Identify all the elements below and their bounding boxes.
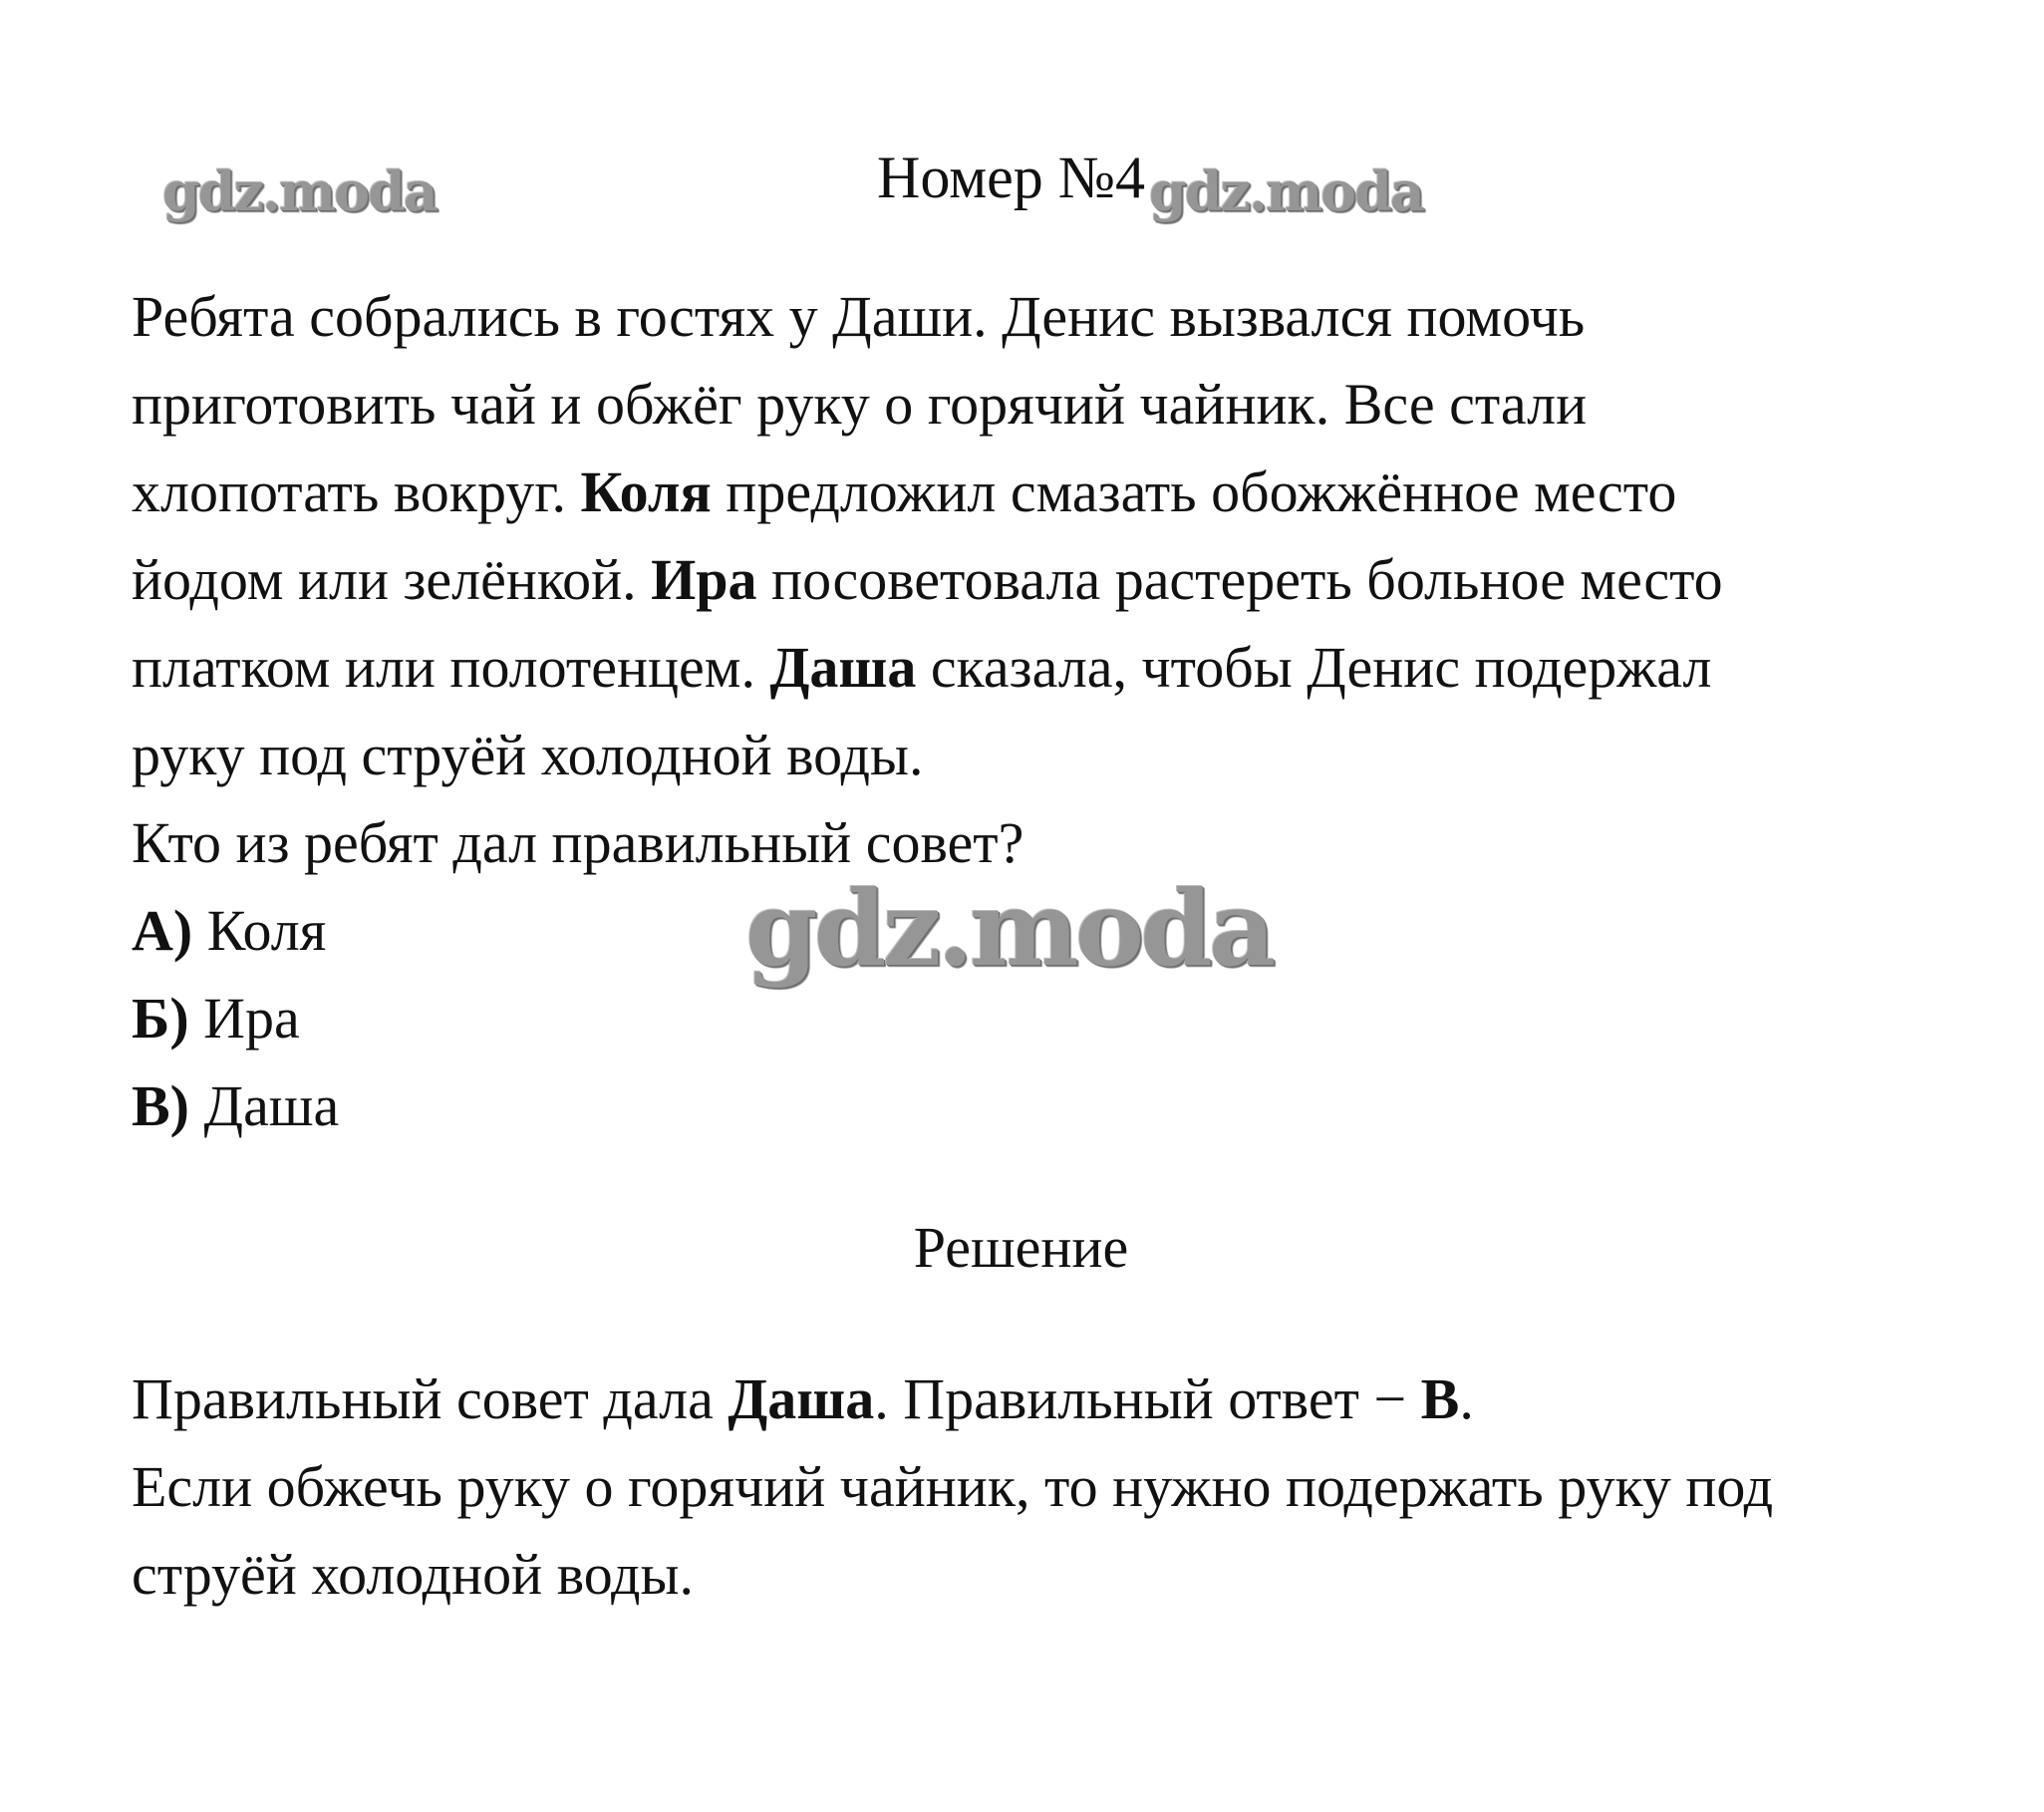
problem-question: Кто из ребят дал правильный совет? [132,810,1024,875]
solution-line-1 [132,1356,1945,1443]
solution-text [132,1356,1945,1619]
answer-options [132,887,339,1150]
text-segment: . Правильный ответ − [874,1366,1421,1431]
watermark-logo: gdz.moda [162,159,437,223]
problem-line-5 [132,624,1945,712]
option-text: Ира [188,986,300,1051]
option-letter: А) [132,898,193,963]
name-kolya: Коля [580,459,712,524]
option-text: Даша [189,1073,340,1138]
text-segment: хлопотать вокруг. [132,459,581,524]
watermark-logo: gdz.moda [745,867,1273,990]
solution-line-3: струёй холодной воды. [132,1542,694,1607]
option-c [132,1062,339,1150]
problem-line-1: Ребята собрались в гостях у Даши. Денис вызвался помочь [132,284,1586,349]
option-a [132,887,339,975]
solution-heading-text: Решение [913,1215,1129,1280]
text-segment: . [1459,1366,1474,1431]
watermark-logo: gdz.moda [1149,159,1423,223]
problem-line-6: руку под струёй холодной воды. [132,723,924,787]
text-segment: сказала, чтобы Денис подержал [916,635,1712,700]
problem-text [132,273,1945,887]
answer-name: Даша [728,1366,875,1431]
text-segment: посоветовала растереть больное место [756,547,1723,612]
option-b [132,975,339,1062]
problem-line-4 [132,536,1945,624]
problem-line-2: приготовить чай и обжёг руку о горячий чайник. Все стали [132,372,1588,437]
text-segment: платком или полотенцем. [132,635,770,700]
problem-line-3 [132,449,1945,536]
name-dasha: Даша [769,635,917,700]
option-letter: Б) [132,986,189,1051]
text-segment: Правильный совет дала [132,1366,729,1431]
name-ira: Ира [651,547,757,612]
problem-title: Номер №4 [877,145,1146,210]
answer-letter: В [1420,1366,1460,1431]
text-segment: предложил смазать обожжённое место [711,459,1677,524]
text-segment: йодом или зелёнкой. [132,547,652,612]
option-letter: В) [132,1073,189,1138]
solution-line-2: Если обжечь руку о горячий чайник, то нужно подержать руку под [132,1454,1774,1519]
option-text: Коля [192,898,327,963]
solution-heading [0,1208,2044,1288]
